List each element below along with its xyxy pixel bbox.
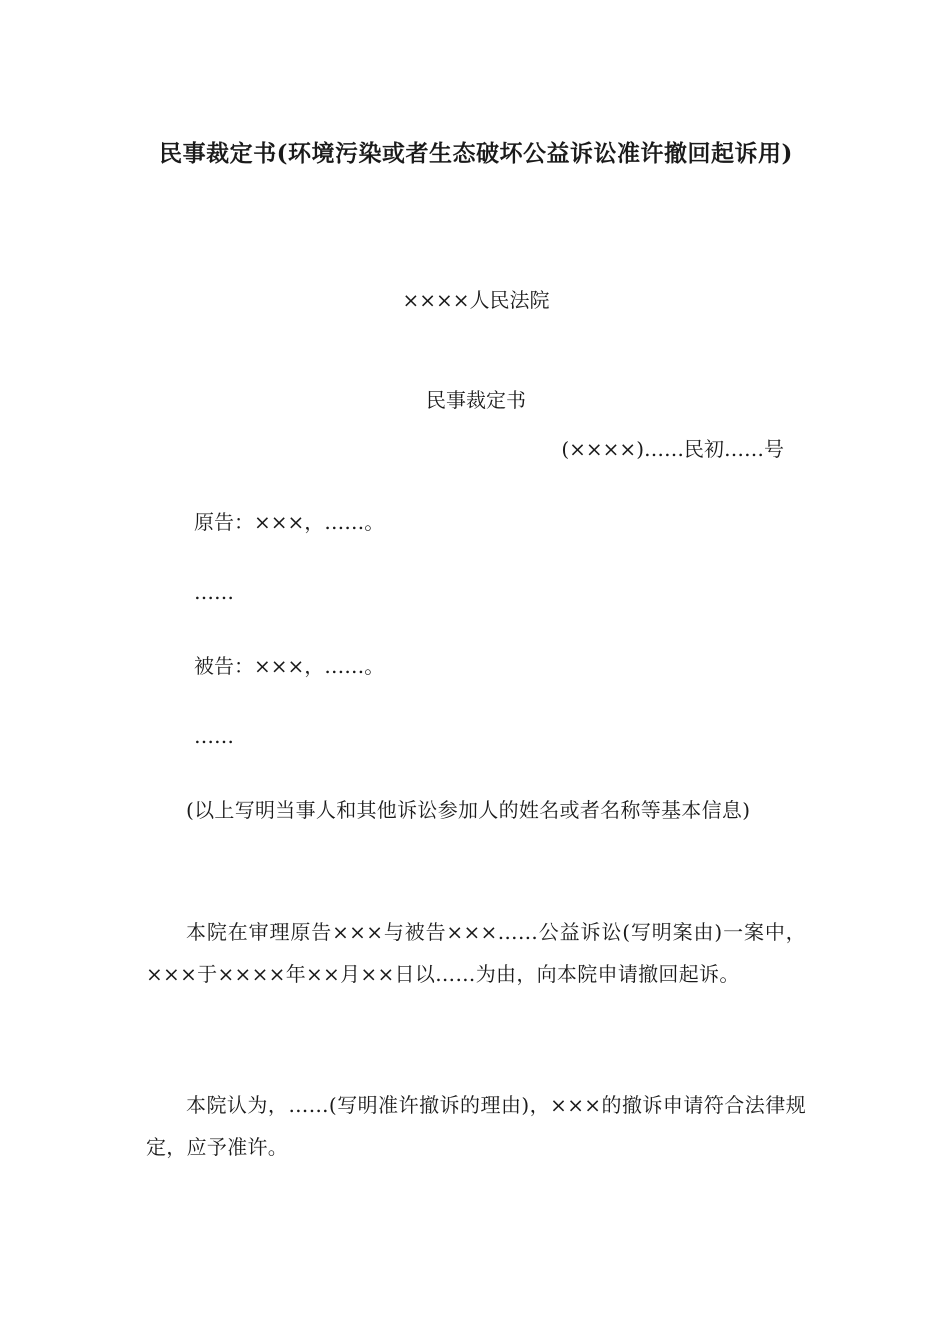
ellipsis-line: …… bbox=[194, 724, 234, 748]
plaintiff-line: 原告：×××，……。 bbox=[194, 510, 385, 534]
court-name: ××××人民法院 bbox=[402, 288, 550, 312]
defendant-line: 被告：×××，……。 bbox=[194, 654, 385, 678]
document-title: 民事裁定书(环境污染或者生态破坏公益诉讼准许撤回起诉用) bbox=[159, 140, 793, 167]
case-number: (××××)……民初……号 bbox=[561, 437, 784, 461]
party-info-note: (以上写明当事人和其他诉讼参加人的姓名或者名称等基本信息) bbox=[186, 798, 751, 822]
case-paragraph: 本院在审理原告×××与被告×××……公益诉讼(写明案由)一案中，×××于××××年××月××日以……为由，向本院申请撤回起诉。 bbox=[146, 920, 806, 986]
ellipsis-line: …… bbox=[194, 580, 234, 604]
ruling-paragraph: 本院认为，……(写明准许撤诉的理由)，×××的撤诉申请符合法律规定，应予准许。 bbox=[146, 1093, 806, 1159]
document-type: 民事裁定书 bbox=[426, 388, 526, 412]
